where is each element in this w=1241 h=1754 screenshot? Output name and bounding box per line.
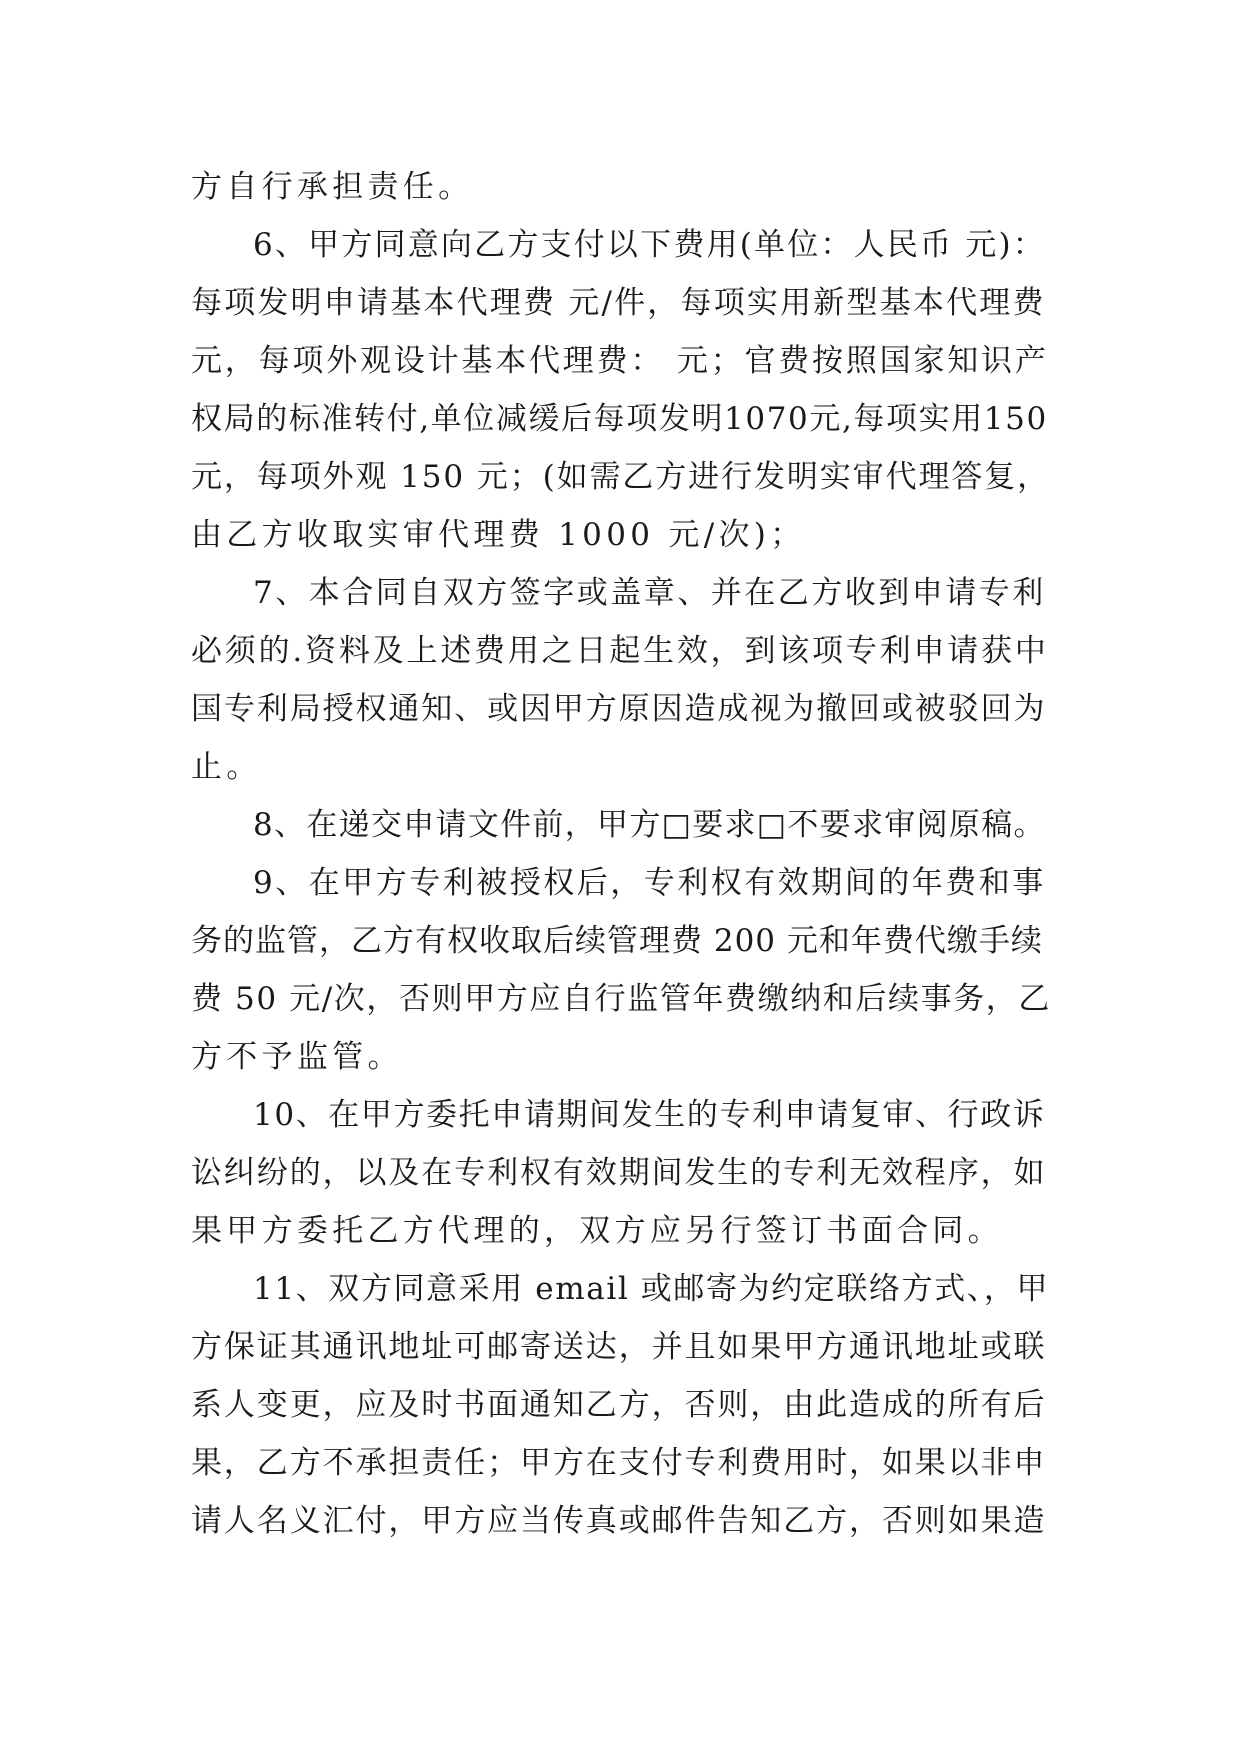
text-line: 费 50 元/次，否则甲方应自行监管年费缴纳和后续事务，乙	[191, 981, 1051, 1017]
text-line: 请人名义汇付，甲方应当传真或邮件告知乙方，否则如果造	[191, 1503, 1047, 1539]
clause-9-line: 9、在甲方专利被授权后，专利权有效期间的年费和事	[253, 865, 1046, 901]
text-line: 方不予监管。	[191, 1039, 403, 1075]
text-line: 止。	[191, 749, 262, 785]
text-line: 方自行承担责任。	[191, 169, 474, 205]
text-line: 每项发明申请基本代理费 元/件，每项实用新型基本代理费	[191, 285, 1046, 321]
clause-6-line: 6、甲方同意向乙方支付以下费用(单位：人民币 元)：	[253, 227, 1046, 263]
text-line: 务的监管，乙方有权收取后续管理费 200 元和年费代缴手续	[191, 923, 1043, 959]
clause-7-line: 7、本合同自双方签字或盖章、并在乙方收到申请专利	[253, 575, 1046, 611]
clause-11-line: 11、双方同意采用 email 或邮寄为约定联络方式、，甲	[253, 1271, 1050, 1307]
clause-8-line: 8、在递交申请文件前，甲方□要求□不要求审阅原稿。	[253, 807, 1046, 843]
text-line: 果，乙方不承担责任；甲方在支付专利费用时，如果以非申	[191, 1445, 1047, 1481]
text-line: 国专利局授权通知、或因甲方原因造成视为撤回或被驳回为	[191, 691, 1047, 727]
text-line: 系人变更，应及时书面通知乙方，否则，由此造成的所有后	[191, 1387, 1047, 1423]
document-body	[191, 158, 1051, 1550]
clause-10-line: 10、在甲方委托申请期间发生的专利申请复审、行政诉	[253, 1097, 1046, 1133]
text-line: 由乙方收取实审代理费 1000 元/次)；	[191, 517, 806, 553]
text-line: 果甲方委托乙方代理的，双方应另行签订书面合同。	[191, 1213, 1003, 1249]
text-line: 元，每项外观设计基本代理费： 元；官费按照国家知识产	[191, 343, 1049, 379]
text-line: 方保证其通讯地址可邮寄送达，并且如果甲方通讯地址或联	[191, 1329, 1047, 1365]
text-line: 元，每项外观 150 元；(如需乙方进行发明实审代理答复，	[191, 459, 1051, 495]
text-line: 权局的标准转付,单位减缓后每项发明1070元,每项实用150	[191, 401, 1048, 437]
text-line: 必须的.资料及上述费用之日起生效，到该项专利申请获中	[191, 633, 1049, 669]
text-line: 讼纠纷的，以及在专利权有效期间发生的专利无效程序，如	[191, 1155, 1047, 1191]
